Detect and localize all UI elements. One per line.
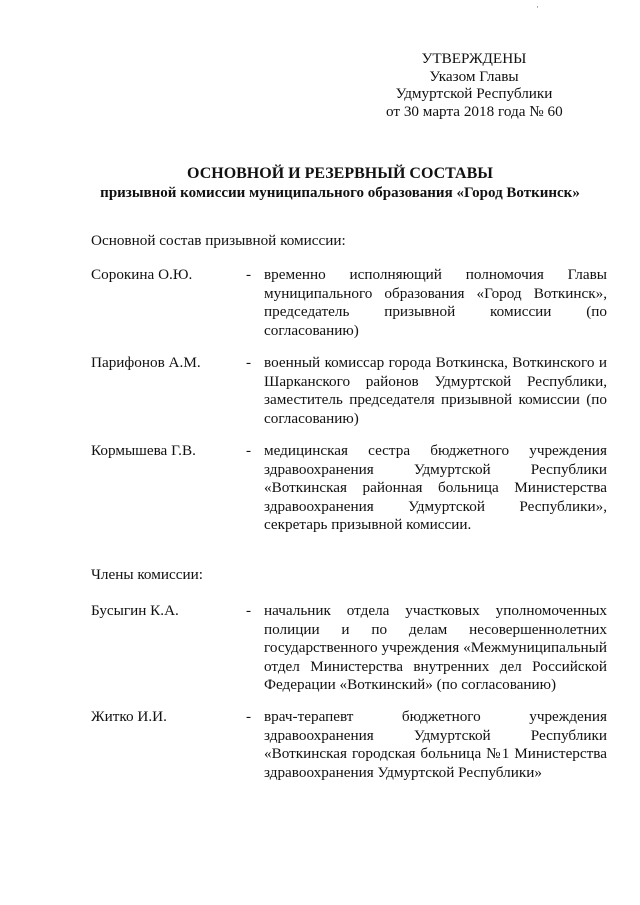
main-section-heading: Основной состав призывной комиссии: [91, 232, 346, 249]
document-title: ОСНОВНОЙ И РЕЗЕРВНЫЙ СОСТАВЫ [187, 165, 493, 182]
approval-stamp [386, 50, 562, 120]
member-role: временно исполняющий полномочия Главы муниципального образования «Город Воткинск», председатель призывной комиссии (по согласованию) [264, 266, 607, 339]
member-name: Парифонов А.М. [91, 354, 201, 371]
member-role: медицинская сестра бюджетного учреждения здравоохранения Удмуртской Республики «Воткинская районная больница Министерства здравоохранения Удмуртской Республики», секретарь призывной комиссии. [264, 442, 607, 533]
member-name: Сорокина О.Ю. [91, 266, 193, 283]
members-section-heading: Члены комиссии: [91, 566, 203, 583]
approval-line: от 30 марта 2018 года № 60 [386, 102, 563, 120]
entry-dash: - [246, 354, 252, 371]
corner-mark: · [536, 2, 539, 12]
document-subtitle: призывной комиссии муниципального образования «Город Воткинск» [100, 185, 580, 201]
entry-dash: - [246, 266, 252, 283]
member-role: военный комиссар города Воткинска, Воткинского и Шарканского районов Удмуртской Республики, заместитель председателя призывной комиссии (по согласованию) [264, 354, 607, 427]
approval-line: УТВЕРЖДЕНЫ [421, 50, 527, 67]
entry-dash: - [246, 442, 252, 459]
member-role: начальник отдела участковых уполномоченных полиции и по делам несовершеннолетних государственного учреждения «Межмуниципальный отдел Министерства внутренних дел Российской Федерации «Воткинский» (по согласованию) [264, 602, 607, 693]
approval-line: Указом Главы [429, 67, 519, 85]
member-name: Кормышева Г.В. [91, 442, 196, 459]
member-name: Житко И.И. [91, 708, 167, 725]
member-name: Бусыгин К.А. [91, 602, 179, 619]
member-role: врач-терапевт бюджетного учреждения здравоохранения Удмуртской Республики «Воткинская городская больница №1 Министерства здравоохранения Удмуртской Республики» [264, 708, 607, 781]
entry-dash: - [246, 708, 252, 725]
entry-dash: - [246, 602, 252, 619]
approval-line: Удмуртской Республики [395, 85, 553, 102]
